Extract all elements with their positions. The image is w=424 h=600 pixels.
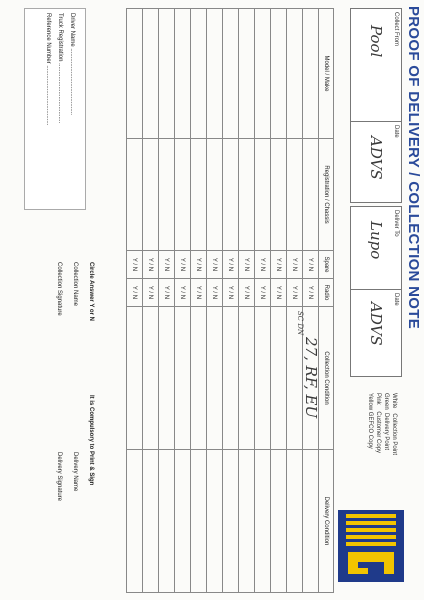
model-cell[interactable] [287, 9, 303, 139]
spare-yn[interactable]: Y / N [239, 251, 255, 279]
model-cell[interactable] [239, 9, 255, 139]
vehicle-table [126, 8, 334, 593]
model-cell[interactable] [223, 9, 239, 139]
collection-condition-cell[interactable] [239, 307, 255, 450]
registration-cell[interactable] [207, 139, 223, 251]
collection-condition-cell[interactable] [175, 307, 191, 450]
table-row [255, 9, 271, 593]
registration-cell[interactable] [143, 139, 159, 251]
collect-date-box[interactable] [350, 121, 402, 203]
spare-yn[interactable]: Y / N [191, 251, 207, 279]
spare-yn[interactable]: Y / N [303, 251, 319, 279]
collect-from-box[interactable] [350, 8, 402, 122]
col-registration: Registration / Chassis [319, 139, 334, 251]
model-cell[interactable] [191, 9, 207, 139]
model-cell[interactable] [271, 9, 287, 139]
copy-white: White Collection Point [391, 393, 397, 456]
radio-yn[interactable]: Y / N [303, 279, 319, 307]
delivery-condition-cell[interactable] [159, 450, 175, 593]
table-row [191, 9, 207, 593]
spare-yn[interactable]: Y / N [255, 251, 271, 279]
col-delivery-condition: Delivery Condition [319, 450, 334, 593]
col-collection-condition: Collection Condition [319, 307, 334, 450]
driver-box [24, 8, 86, 210]
deliver-to-box[interactable] [350, 206, 402, 290]
table-row [207, 9, 223, 593]
delivery-condition-cell[interactable] [191, 450, 207, 593]
table-row [175, 9, 191, 593]
truck-registration-field[interactable]: Truck Registration .................................... [57, 13, 63, 124]
registration-cell[interactable] [223, 139, 239, 251]
deliver-date-value: ADVS [367, 302, 385, 346]
collection-condition-cell[interactable] [255, 307, 271, 450]
table-row [287, 9, 303, 593]
table-header-row [319, 9, 334, 593]
col-radio: Radio [319, 279, 334, 307]
delivery-condition-cell[interactable] [287, 450, 303, 593]
radio-yn[interactable]: Y / N [143, 279, 159, 307]
delivery-condition-cell[interactable] [143, 450, 159, 593]
registration-cell[interactable] [303, 139, 319, 251]
reference-number-field[interactable]: Reference Number .................................... [45, 13, 51, 126]
spare-yn[interactable]: Y / N [207, 251, 223, 279]
delivery-condition-cell[interactable] [255, 450, 271, 593]
delivery-condition-cell[interactable] [175, 450, 191, 593]
col-spare: Spare [319, 251, 334, 279]
registration-cell[interactable] [191, 139, 207, 251]
collection-name-label[interactable]: Collection Name [72, 262, 78, 307]
collection-condition-cell[interactable] [271, 307, 287, 450]
deliver-date-box[interactable] [350, 289, 402, 377]
driver-name-field[interactable]: Driver Name ........................................ [69, 13, 75, 116]
deliver-date-label: Date [393, 293, 399, 306]
radio-yn[interactable]: Y / N [175, 279, 191, 307]
spare-yn[interactable]: Y / N [159, 251, 175, 279]
collection-condition-handwriting: 27, RF, EU [302, 337, 320, 419]
table-row [159, 9, 175, 593]
spare-yn[interactable]: Y / N [223, 251, 239, 279]
collect-from-label: Collect From [393, 12, 399, 47]
form-title: PROOF OF DELIVERY / COLLECTION NOTE [405, 6, 422, 330]
deliver-to-label: Deliver To [393, 210, 399, 237]
collection-condition-cell[interactable] [207, 307, 223, 450]
collection-condition-note: SC DN [296, 311, 304, 336]
delivery-condition-cell[interactable] [271, 450, 287, 593]
delivery-condition-cell[interactable] [223, 450, 239, 593]
table-row [303, 9, 319, 593]
table-row [127, 9, 143, 593]
table-row [271, 9, 287, 593]
collect-date-label: Date [393, 125, 399, 138]
model-cell[interactable] [159, 9, 175, 139]
delivery-condition-cell[interactable] [207, 450, 223, 593]
table-row [143, 9, 159, 593]
spare-yn[interactable]: Y / N [127, 251, 143, 279]
registration-cell[interactable] [159, 139, 175, 251]
radio-yn[interactable]: Y / N [159, 279, 175, 307]
radio-yn[interactable]: Y / N [287, 279, 303, 307]
col-model: Model / Make [319, 9, 334, 139]
spare-yn[interactable]: Y / N [175, 251, 191, 279]
registration-cell[interactable] [287, 139, 303, 251]
registration-cell[interactable] [175, 139, 191, 251]
copy-green: Green Delivery Point [383, 393, 389, 451]
collection-condition-cell[interactable] [296, 307, 320, 450]
radio-yn[interactable]: Y / N [271, 279, 287, 307]
circle-answer-note: Circle Answer Y or N [88, 262, 94, 321]
table-row [239, 9, 255, 593]
registration-cell[interactable] [255, 139, 271, 251]
delivery-condition-cell[interactable] [303, 450, 319, 593]
model-cell[interactable] [207, 9, 223, 139]
model-cell[interactable] [303, 9, 319, 139]
collection-condition-cell[interactable] [191, 307, 207, 450]
delivery-condition-cell[interactable] [239, 450, 255, 593]
table-row [223, 9, 239, 593]
model-cell[interactable] [127, 9, 143, 139]
collection-condition-cell[interactable] [143, 307, 159, 450]
radio-yn[interactable]: Y / N [191, 279, 207, 307]
collect-date-value: ADVS [367, 136, 385, 180]
collection-signature-label[interactable]: Collection Signature [56, 262, 62, 316]
delivery-signature-label[interactable]: Delivery Signature [56, 452, 62, 502]
delivery-name-label[interactable]: Delivery Name [72, 452, 78, 492]
deliver-to-value: Lupo [367, 221, 385, 260]
radio-yn[interactable]: Y / N [207, 279, 223, 307]
model-cell[interactable] [175, 9, 191, 139]
copy-yellow: Yellow GEFCO Copy [367, 393, 373, 449]
registration-cell[interactable] [127, 139, 143, 251]
radio-yn[interactable]: Y / N [127, 279, 143, 307]
collection-condition-cell[interactable] [127, 307, 143, 450]
copy-distribution-key [366, 393, 398, 455]
collect-from-value: Pool [367, 25, 385, 58]
spare-yn[interactable]: Y / N [271, 251, 287, 279]
radio-yn[interactable]: Y / N [255, 279, 271, 307]
radio-yn[interactable]: Y / N [223, 279, 239, 307]
collection-condition-cell[interactable] [223, 307, 239, 450]
model-cell[interactable] [143, 9, 159, 139]
spare-yn[interactable]: Y / N [143, 251, 159, 279]
gefco-logo-icon [338, 510, 404, 582]
registration-cell[interactable] [271, 139, 287, 251]
model-cell[interactable] [255, 9, 271, 139]
delivery-condition-cell[interactable] [127, 450, 143, 593]
compulsory-note: It is Compulsory to Print & Sign [88, 395, 94, 486]
registration-cell[interactable] [239, 139, 255, 251]
copy-pink: Pink Customer Copy [375, 393, 381, 454]
radio-yn[interactable]: Y / N [239, 279, 255, 307]
collection-condition-cell[interactable] [159, 307, 175, 450]
spare-yn[interactable]: Y / N [287, 251, 303, 279]
